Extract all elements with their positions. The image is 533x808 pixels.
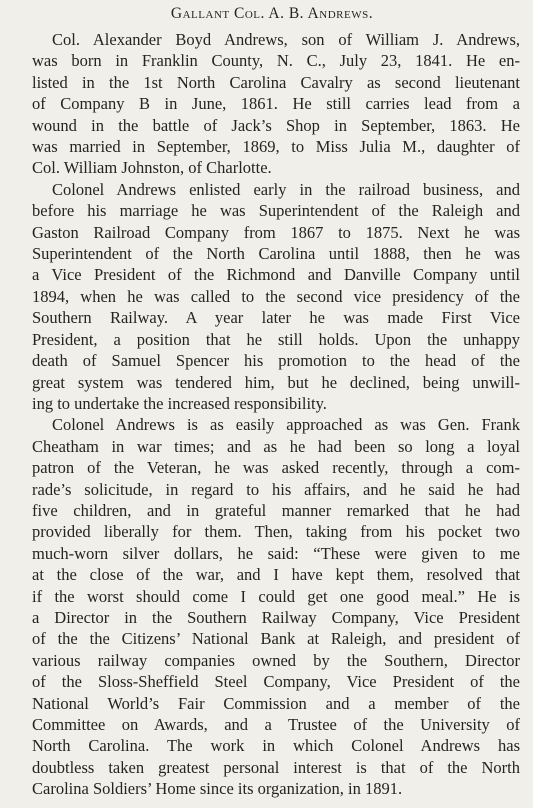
text-line: Col. Alexander Boyd Andrews, son of William J. Andrews, — [52, 30, 520, 49]
text-line: President, a position that he still holds. Upon the unhappy — [32, 329, 520, 349]
text-line: National World’s Fair Commission and a member of the — [32, 693, 520, 713]
text-line: of Company B in June, 1861. He still carries lead from a — [32, 94, 520, 114]
text-line: was born in Franklin County, N. C., July 23, 1841. He en- — [32, 51, 520, 71]
text-line: North Carolina. The work in which Colonel Andrews has — [32, 736, 520, 756]
paragraph-1 — [12, 29, 520, 179]
article-heading: Gallant Col. A. B. Andrews. — [170, 5, 374, 22]
text-line: provided liberally for them. Then, taking from his pocket two — [32, 522, 520, 542]
text-line: Gaston Railroad Company from 1867 to 1875. Next he was — [32, 222, 520, 242]
paragraph-3 — [12, 414, 520, 799]
text-line: patron of the Veteran, he was asked recently, through a com- — [32, 458, 520, 478]
text-line: of the the Citizens’ National Bank at Raleigh, and president of — [32, 629, 520, 649]
text-line: if the worst should come I could get one good meal.” He is — [32, 586, 520, 606]
article — [12, 3, 520, 800]
text-line: wound in the battle of Jack’s Shop in September, 1863. He — [32, 115, 520, 135]
text-line: great system was tendered him, but he declined, being unwill- — [32, 372, 520, 392]
text-line: Col. William Johnston, of Charlotte. — [32, 158, 272, 178]
text-line: a Director in the Southern Railway Company, Vice President — [32, 607, 520, 627]
text-line: Committee on Awards, and a Trustee of the University of — [32, 715, 520, 734]
text-line: 1894, when he was called to the second vice presidency of the — [32, 286, 520, 306]
text-line: five children, and in grateful manner remarked that he had — [32, 500, 520, 520]
text-line: rade’s solicitude, in regard to his affairs, and he said he had — [32, 479, 520, 499]
text-line: death of Samuel Spencer his promotion to the head of the — [32, 351, 520, 371]
paragraph-2 — [12, 179, 520, 414]
text-line: was married in September, 1869, to Miss Julia M., daughter of — [32, 137, 520, 157]
text-line: various railway companies owned by the Southern, Director — [32, 650, 520, 670]
text-line: of the Sloss-Sheffield Steel Company, Vice President of the — [32, 672, 520, 692]
text-line: Carolina Soldiers’ Home since its organization, in 1891. — [32, 779, 403, 799]
text-line: a Vice President of the Richmond and Danville Company until — [32, 265, 520, 285]
text-line: before his marriage he was Superintendent of the Raleigh and — [32, 201, 520, 221]
text-line: Colonel Andrews enlisted early in the railroad business, and — [52, 179, 520, 199]
text-line: Southern Railway. A year later he was made First Vice — [32, 308, 520, 328]
text-line: at the close of the war, and I have kept them, resolved that — [32, 565, 520, 585]
text-line: listed in the 1st North Carolina Cavalry as second lieutenant — [32, 72, 520, 92]
text-line: Colonel Andrews is as easily approached as was Gen. Frank — [52, 415, 520, 435]
text-line: Superintendent of the North Carolina until 1888, then he was — [32, 244, 520, 264]
text-line: ing to undertake the increased responsibility. — [32, 393, 327, 413]
text-line: doubtless taken greatest personal interest is that of the North — [32, 757, 520, 777]
text-line: much-worn silver dollars, he said: “These were given to me — [32, 543, 520, 563]
text-line: Cheatham in war times; and as he had been so long a loyal — [32, 436, 520, 456]
